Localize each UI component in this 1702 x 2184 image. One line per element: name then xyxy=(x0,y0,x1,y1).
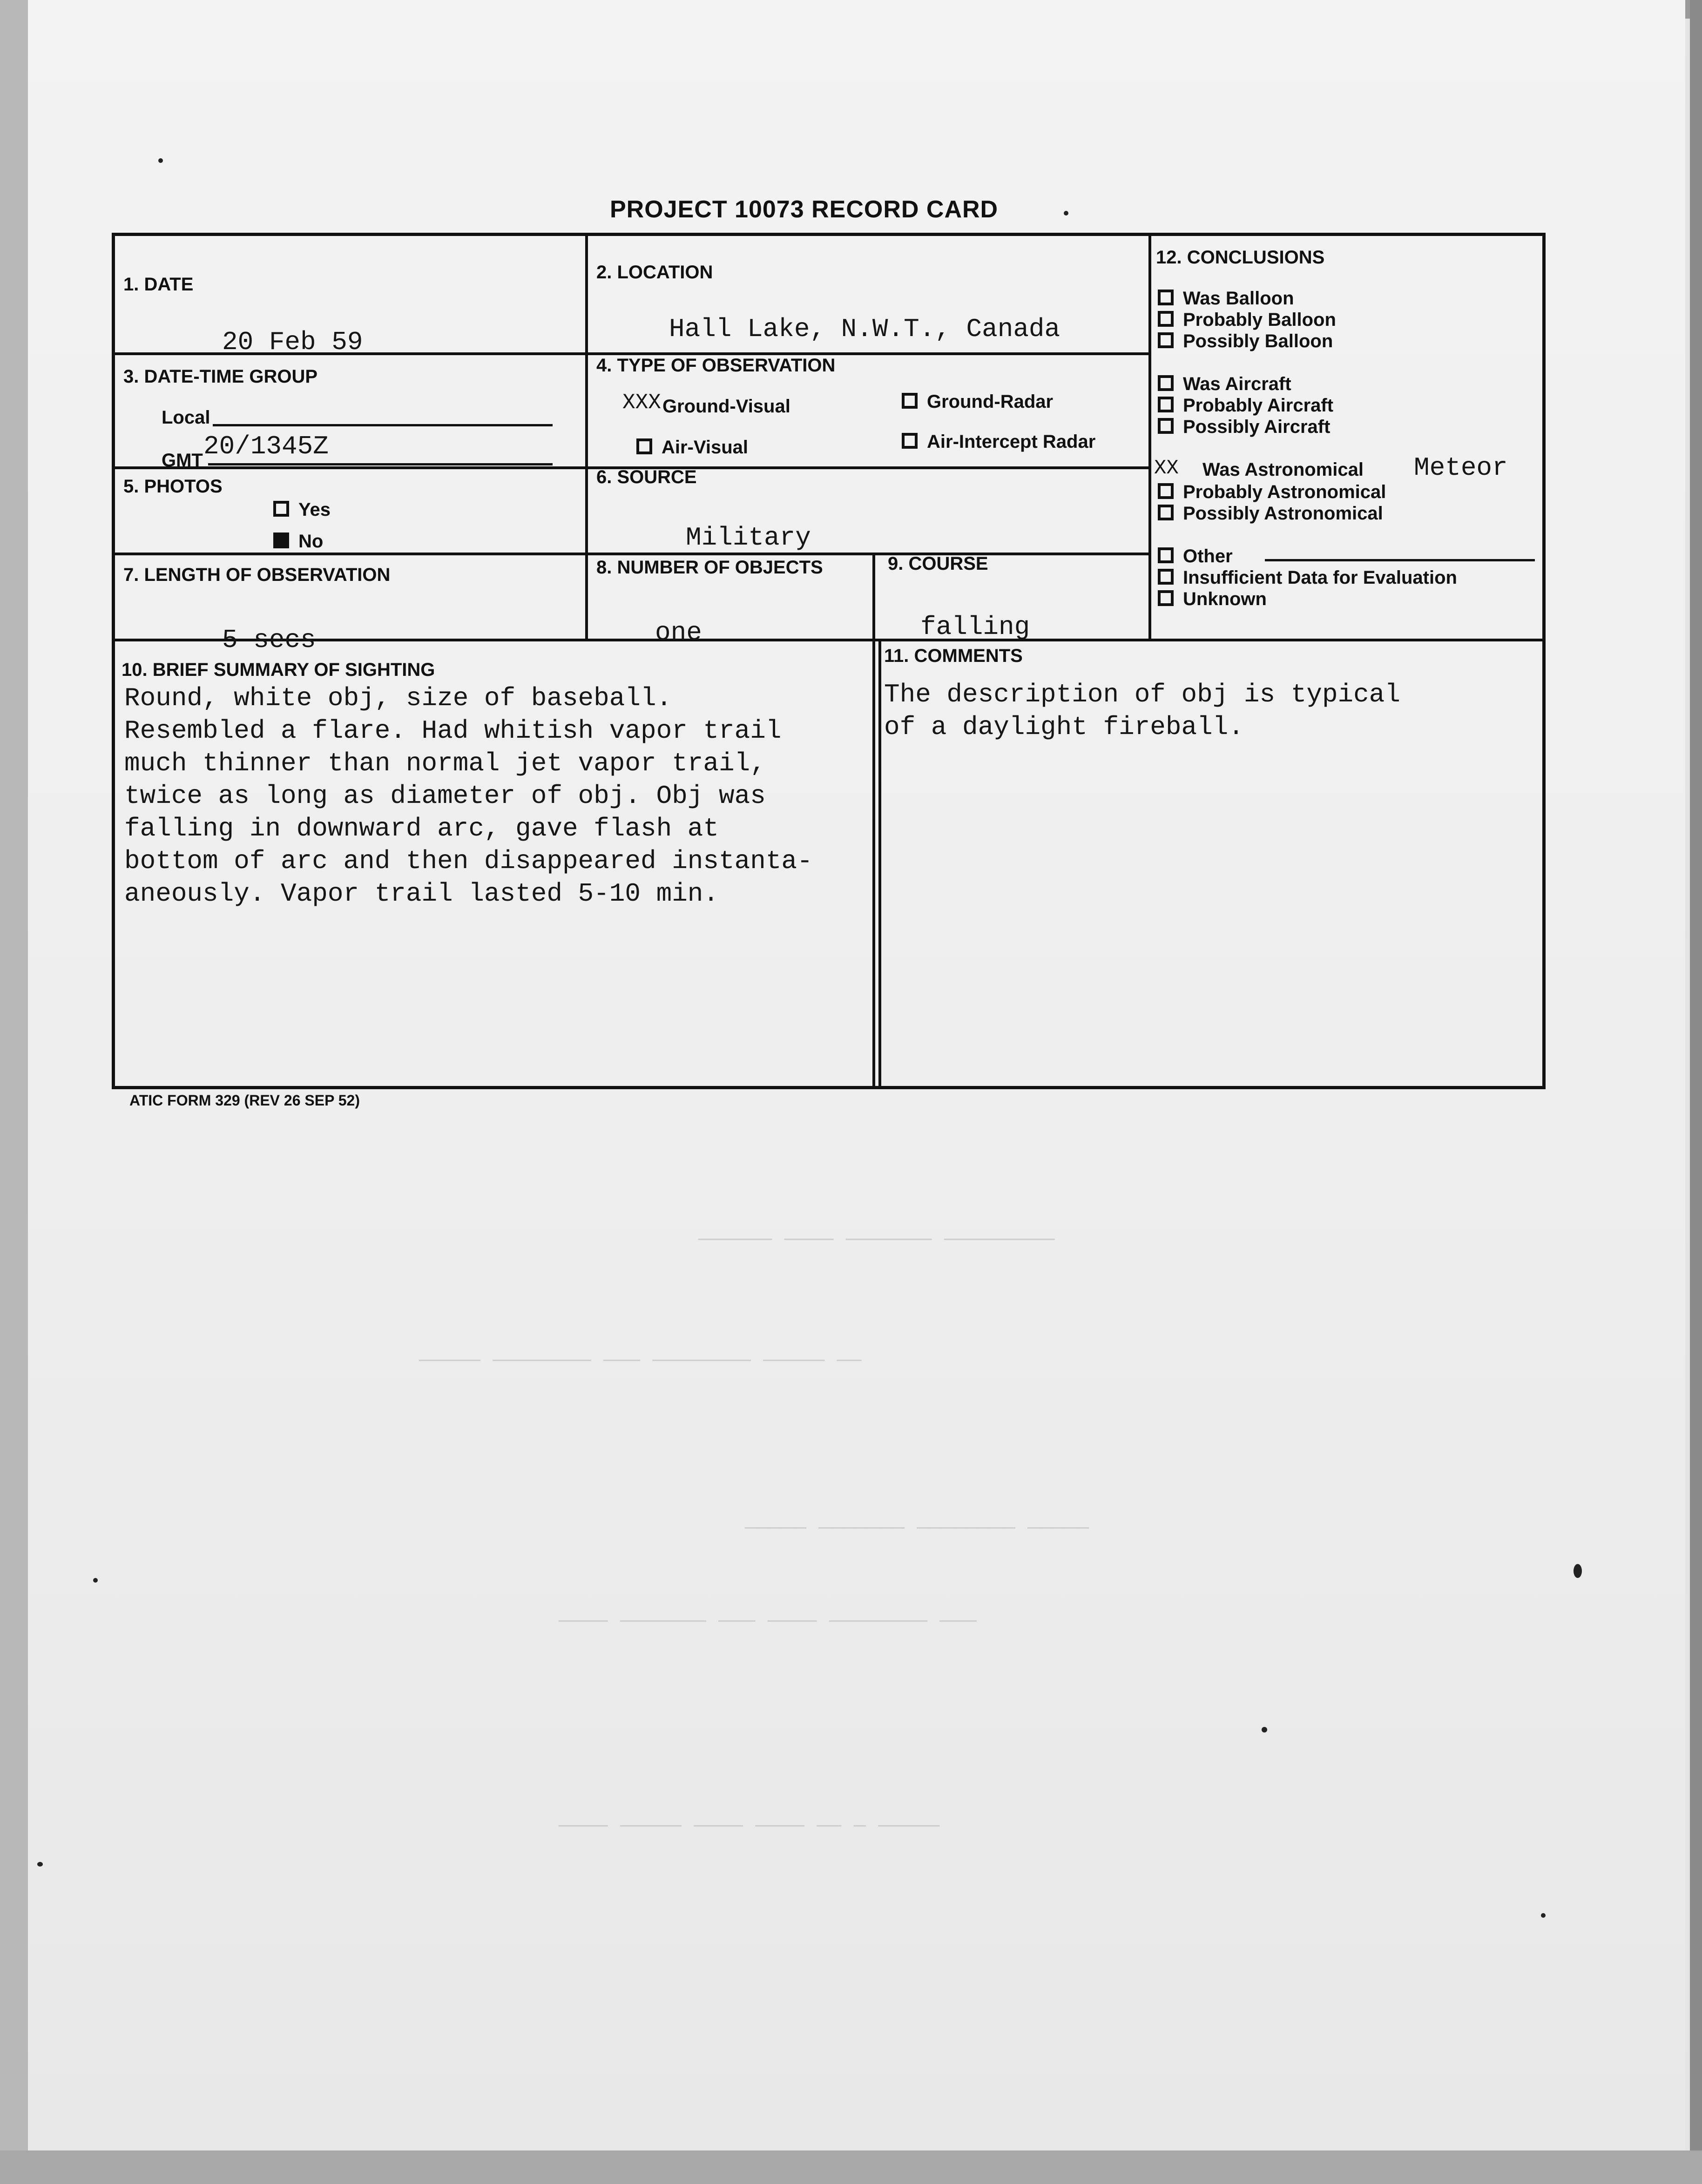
option-probably-astronomical[interactable] xyxy=(1158,482,1386,503)
scan-speck xyxy=(37,1862,43,1867)
scan-speck xyxy=(1574,1564,1582,1578)
option-yes[interactable] xyxy=(273,499,331,520)
option-label: Air-Intercept Radar xyxy=(927,431,1096,452)
comments-label: 11. COMMENTS xyxy=(884,646,1023,666)
divider xyxy=(115,639,1542,641)
checkbox-checked[interactable] xyxy=(273,533,289,548)
option-label: Possibly Balloon xyxy=(1183,331,1333,351)
option-ground-visual[interactable] xyxy=(662,396,790,417)
option-label: Air-Visual xyxy=(662,437,748,458)
course-label: 9. COURSE xyxy=(888,553,988,574)
checkbox[interactable] xyxy=(1158,375,1174,391)
checkbox[interactable] xyxy=(902,393,918,409)
option-label: Unknown xyxy=(1183,589,1267,609)
number-of-objects-label: 8. NUMBER OF OBJECTS xyxy=(596,557,823,578)
option-possibly-aircraft[interactable] xyxy=(1158,417,1330,438)
option-unknown[interactable] xyxy=(1158,589,1267,610)
length-of-observation-label: 7. LENGTH OF OBSERVATION xyxy=(123,565,391,585)
length-of-observation-value: 5 secs xyxy=(222,625,316,655)
date-value: 20 Feb 59 xyxy=(222,327,363,357)
scan-edge-left xyxy=(0,0,28,2184)
option-air-intercept-radar[interactable] xyxy=(902,431,1095,452)
checkbox[interactable] xyxy=(1158,569,1174,585)
scan-speck xyxy=(93,1578,98,1583)
checkbox[interactable] xyxy=(902,433,918,449)
option-probably-aircraft[interactable] xyxy=(1158,395,1333,416)
checkbox[interactable] xyxy=(273,501,289,517)
conclusion-note: Meteor xyxy=(1414,453,1508,483)
option-label: No xyxy=(298,531,324,552)
course-value: falling xyxy=(920,612,1030,642)
option-no[interactable] xyxy=(273,531,323,552)
checkbox[interactable] xyxy=(1158,290,1174,305)
divider xyxy=(585,236,588,639)
divider xyxy=(1148,236,1151,639)
option-label: Probably Aircraft xyxy=(1183,395,1334,416)
bleed-through-texture: ────── ──── ─────── ───────── xyxy=(698,1229,1055,1252)
checkbox[interactable] xyxy=(1158,397,1174,412)
type-of-observation-label: 4. TYPE OF OBSERVATION xyxy=(596,355,836,376)
option-label: Ground-Radar xyxy=(927,391,1054,412)
location-label: 2. LOCATION xyxy=(596,262,713,283)
checkbox[interactable] xyxy=(1158,418,1174,434)
option-label: Probably Astronomical xyxy=(1183,482,1386,502)
scan-edge-right xyxy=(1690,0,1702,2184)
checkbox[interactable] xyxy=(1158,311,1174,327)
comments-text: The description of obj is typical of a daylight fireball. xyxy=(884,680,1400,742)
form-footer: ATIC FORM 329 (REV 26 SEP 52) xyxy=(129,1092,360,1109)
option-label: Possibly Astronomical xyxy=(1183,503,1383,524)
local-label: Local xyxy=(162,407,210,428)
option-label: Was Balloon xyxy=(1183,288,1294,309)
form-title: PROJECT 10073 RECORD CARD xyxy=(610,196,999,223)
scan-edge-bottom xyxy=(0,2150,1702,2184)
checkbox[interactable] xyxy=(1158,505,1174,520)
brief-summary-label: 10. BRIEF SUMMARY OF SIGHTING xyxy=(122,660,435,680)
number-of-objects-value: one xyxy=(655,618,702,647)
divider xyxy=(115,553,1148,555)
option-insufficient-data[interactable] xyxy=(1158,567,1457,588)
checkbox[interactable] xyxy=(1158,483,1174,499)
option-label: Yes xyxy=(298,499,331,520)
checkbox[interactable] xyxy=(636,438,652,454)
option-possibly-balloon[interactable] xyxy=(1158,331,1333,352)
source-value: Military xyxy=(686,523,811,553)
scan-speck xyxy=(1541,1913,1546,1918)
option-was-aircraft[interactable] xyxy=(1158,374,1291,395)
checkbox[interactable] xyxy=(1158,590,1174,606)
checkbox[interactable] xyxy=(1158,332,1174,348)
option-label: Probably Balloon xyxy=(1183,310,1336,330)
ground-visual-check-mark: XXX xyxy=(622,391,661,415)
local-underline xyxy=(213,424,553,426)
date-label: 1. DATE xyxy=(123,274,194,295)
record-card xyxy=(112,233,1546,1089)
conclusions-label: 12. CONCLUSIONS xyxy=(1156,247,1325,268)
gmt-value: 20/1345Z xyxy=(203,431,329,461)
option-label: Insufficient Data for Evaluation xyxy=(1183,567,1457,588)
option-was-balloon[interactable] xyxy=(1158,288,1294,309)
location-value: Hall Lake, N.W.T., Canada xyxy=(669,314,1060,344)
astronomical-check-mark: XX xyxy=(1154,457,1179,480)
gmt-label: GMT xyxy=(162,450,203,471)
option-was-astronomical[interactable] xyxy=(1202,459,1364,480)
scan-speck xyxy=(158,158,163,163)
option-air-visual[interactable] xyxy=(636,437,748,458)
bleed-through-texture: ───── ──────── ─── ──────── ───── ── xyxy=(419,1350,862,1373)
checkbox[interactable] xyxy=(1158,547,1174,563)
option-label: Was Aircraft xyxy=(1183,374,1291,394)
option-ground-radar[interactable] xyxy=(902,391,1053,412)
bleed-through-texture: ──── ───── ──── ──── ── ─ ───── xyxy=(559,1815,940,1839)
option-label: Other xyxy=(1183,546,1233,566)
divider xyxy=(872,553,875,1088)
option-label: Ground-Visual xyxy=(662,396,790,417)
bleed-through-texture: ───── ─────── ──────── ───── xyxy=(745,1517,1089,1541)
gmt-underline xyxy=(208,463,553,465)
option-possibly-astronomical[interactable] xyxy=(1158,503,1383,524)
date-time-group-label: 3. DATE-TIME GROUP xyxy=(123,366,318,387)
divider xyxy=(878,639,881,1089)
scan-speck xyxy=(1262,1727,1267,1732)
photos-label: 5. PHOTOS xyxy=(123,476,223,497)
option-probably-balloon[interactable] xyxy=(1158,310,1336,330)
option-label: Possibly Aircraft xyxy=(1183,417,1331,437)
option-label: Was Astronomical xyxy=(1202,459,1364,480)
bleed-through-texture: ──── ─────── ─── ──── ──────── ─── xyxy=(559,1611,977,1634)
scan-speck xyxy=(1064,211,1068,216)
brief-summary-text: Round, white obj, size of baseball. Resembled a flare. Had whitish vapor trail much thinner than normal jet vapor trail, twice as long as diameter of obj. Obj was falling in downward arc, gave flash at bottom of arc and then disappeared instanta- aneously. Vapor trail lasted 5-10 min. xyxy=(124,683,813,909)
other-underline xyxy=(1265,559,1535,561)
option-other[interactable] xyxy=(1158,546,1233,567)
source-label: 6. SOURCE xyxy=(596,467,697,487)
